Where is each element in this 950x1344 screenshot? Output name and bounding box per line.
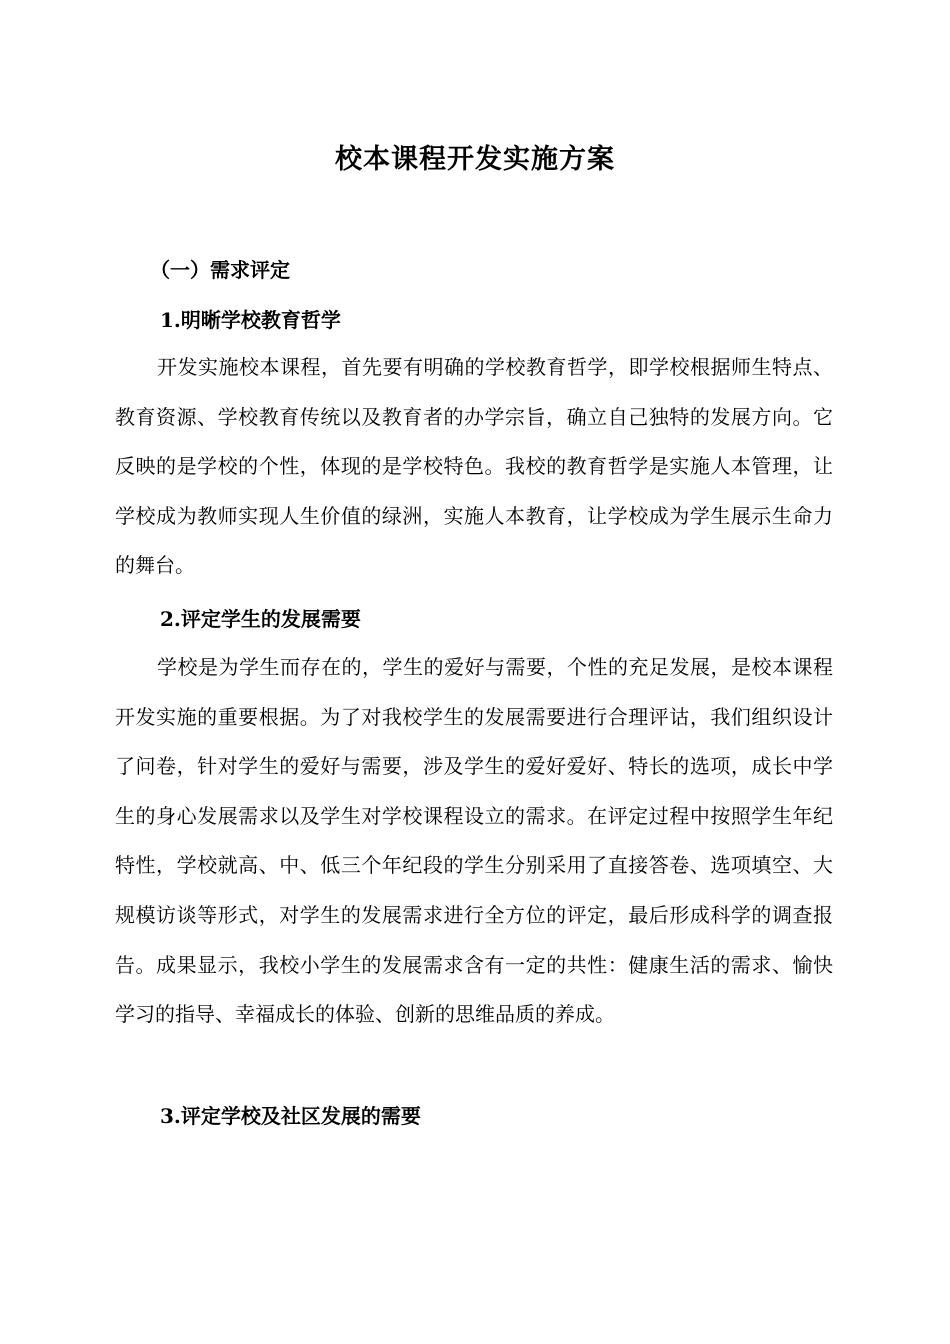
- subsection-paragraph-2: 学校是为学生而存在的，学生的爱好与需要，个性的充足发展，是校本课程开发实施的重要根据。为了对我校学生的发展需要进行合理评诂，我们组织设计了问卷，针对学生的爱好与需要，涉及学生的爱好爱好、特长的选项，成长中学生的身心发展需求以及学生对学校课程设立的需求。在评定过程中按照学生年纪特性，学校就高、中、低三个年纪段的学生分别采用了直接答卷、选项填空、大规模访谈等形式，对学生的发展需求进行全方位的评定，最后形成科学的调查报告。成果显示，我校小学生的发展需求含有一定的共性：健康生活的需求、愉快学习的指导、幸福成长的体验、创新的思维品质的养成。: [115, 655, 833, 1027]
- section-heading: （一）需求评定: [150, 258, 290, 282]
- document-title: 校本课程开发实施方案: [335, 144, 615, 175]
- subsection-paragraph-1: 开发实施校本课程，首先要有明确的学校教育哲学，即学校根据师生特点、教育资源、学校教育传统以及教育者的办学宗旨，确立自己独特的发展方向。它反映的是学校的个性，体现的是学校特色。我校的教育哲学是实施人本管理，让学校成为教师实现人生价值的绿洲，实施人本教育，让学校成为学生展示生命力的舞台。: [115, 355, 833, 578]
- subsection-heading-1: 1.明晰学校教育哲学: [160, 308, 341, 332]
- subsection-heading-2: 2.评定学生的发展需要: [160, 607, 361, 631]
- subsection-heading-3: 3.评定学校及社区发展的需要: [160, 1104, 421, 1128]
